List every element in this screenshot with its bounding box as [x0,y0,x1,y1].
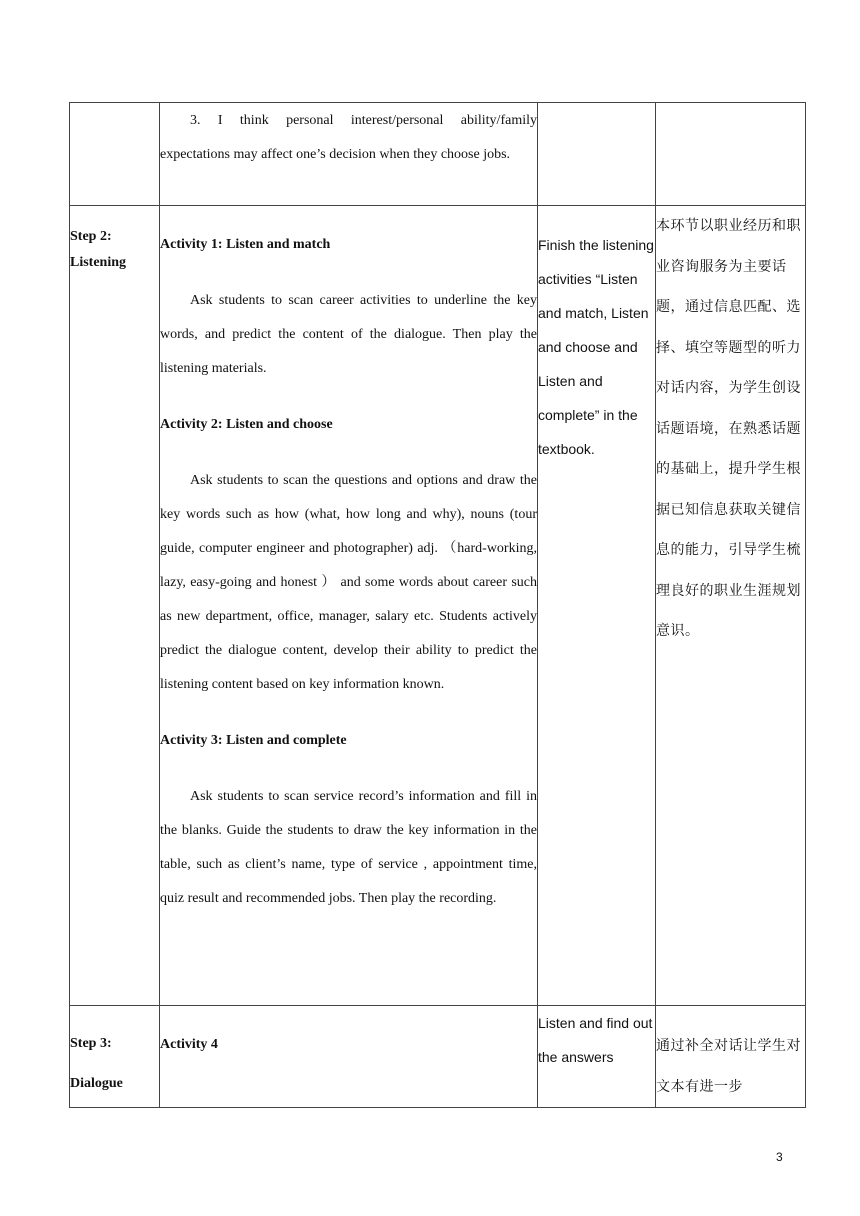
student-activity-cell [538,1006,656,1108]
activity-2-title: Activity 2: Listen and choose [160,417,333,432]
teacher-activity-cell [160,206,538,1006]
step-cell [70,1006,160,1108]
intro-paragraph: 3. I think personal interest/personal ability/family expectations may affect one’s decision when they choose jobs. [160,113,537,162]
activity-3-text: Ask students to scan service record’s information and fill in the blanks. Guide the students to draw the key information in the table, such as client’s name, type of service , appointment time, quiz result and recommended jobs. Then play the recording. [160,789,537,906]
step-title: Dialogue [70,1076,123,1091]
table-row [70,103,806,206]
design-intent-cell [656,103,806,206]
student-activity-text: Finish the listening activities “Listen and match, Listen and choose and Listen and complete” in the textbook. [538,237,654,457]
step-title: Listening [70,255,127,270]
design-intent-text: 通过补全对话让学生对文本有进一步 [656,1038,801,1095]
step-number: Step 2: [70,229,112,244]
activity-3-title: Activity 3: Listen and complete [160,733,347,748]
step-cell [70,206,160,1006]
design-intent-text: 本环节以职业经历和职业咨询服务为主要话题，通过信息匹配、选择、填空等题型的听力对话内容，为学生创设话题语境，在熟悉话题的基础上，提升学生根据已知信息获取关键信息的能力，引导学生梳理良好的职业生涯规划意识。 [656,218,801,639]
step-cell [70,103,160,206]
table-row [70,206,806,1006]
activity-1-title: Activity 1: Listen and match [160,237,331,252]
design-intent-cell [656,1006,806,1108]
activity-1-text: Ask students to scan career activities to underline the key words, and predict the content of the dialogue. Then play the listening materials. [160,293,537,376]
design-intent-cell [656,206,806,1006]
student-activity-cell [538,103,656,206]
student-activity-text: Listen and find out the answers [538,1015,653,1065]
page-number: 3 [776,1150,783,1164]
step-number: Step 3: [70,1036,112,1051]
student-activity-cell [538,206,656,1006]
teacher-activity-cell [160,1006,538,1108]
activity-4-title: Activity 4 [160,1037,218,1052]
activity-2-text: Ask students to scan the questions and options and draw the key words such as how (what, how long and why), nouns (tour guide, computer engineer and photographer) adj. （hard-working, lazy, easy-going and honest ） and some words about career such as new department, office, manager, salary etc. Students actively predict the dialogue content, develop their ability to predict the listening content based on key information known. [160,473,537,692]
table-row [70,1006,806,1108]
teacher-activity-cell [160,103,538,206]
lesson-plan-table [69,102,806,1108]
